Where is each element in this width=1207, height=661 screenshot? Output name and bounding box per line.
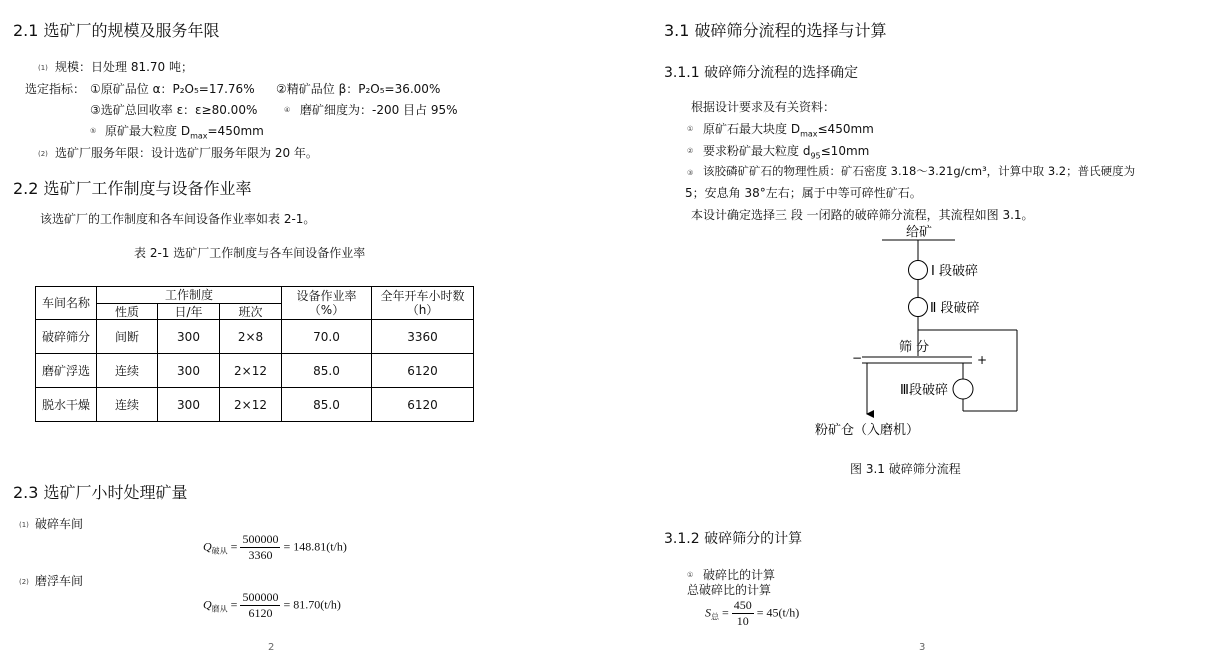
equation-grinding-capacity: $Q_{磨从}$ = $\frac{500000}{6120}$ = 81.70(t/h): [203, 590, 341, 620]
section-2-2-title: 2.2 选矿厂工作制度与设备作业率: [13, 179, 252, 198]
screen-oversize-sign: +: [977, 353, 988, 367]
table-row: [36, 354, 474, 388]
header-equipment-rate: 设备作业率（%）: [282, 287, 372, 320]
figure-caption: 图 3.1 破碎筛分流程: [850, 462, 961, 476]
indicator-max-size-marker: ⑤: [90, 127, 97, 135]
table-row: [36, 388, 474, 422]
section-3-1-1-title: 3.1.1 破碎筛分流程的选择确定: [664, 65, 859, 81]
header-annual-hours: 全年开车小时数（h）: [372, 287, 474, 320]
section-3-1-title: 3.1 破碎筛分流程的选择与计算: [664, 21, 887, 40]
cell-rate: 85.0: [282, 354, 372, 388]
cell-workshop: 磨矿浮选: [36, 354, 97, 388]
page-left: [0, 0, 600, 661]
req-ore-properties: 该胶磷矿矿石的物理性质：矿石密度 3.18～3.21g/cm³，计算中取 3.2；普氏硬度为: [703, 164, 1136, 178]
section-2-2-paragraph: 该选矿厂的工作制度和各车间设备作业率如表 2-1。: [40, 212, 316, 226]
req-max-fine: 要求粉矿最大粒度 $d_{95}\le 10mm$: [703, 144, 870, 161]
scale-text: 规模：日处理 81.70 吨；: [55, 60, 193, 74]
screen-undersize-sign: −: [852, 351, 863, 365]
intro-paragraph: 根据设计要求及有关资料：: [691, 100, 836, 114]
cell-nature: 连续: [97, 354, 158, 388]
page-number-right: 3: [919, 642, 926, 653]
header-shift: 班次: [220, 304, 282, 320]
req-1-marker: ①: [687, 125, 694, 133]
req-2-marker: ②: [687, 147, 694, 155]
cell-hours: 3360: [372, 320, 474, 354]
section-2-1-title: 2.1 选矿厂的规模及服务年限: [13, 21, 220, 40]
section-2-3-title: 2.3 选矿厂小时处理矿量: [13, 483, 188, 502]
page-number-left: 2: [268, 642, 275, 653]
work-schedule-table: [35, 286, 474, 422]
total-crushing-ratio-heading: 总破碎比的计算: [687, 583, 772, 597]
flow-feed-label: 给矿: [905, 225, 933, 240]
req-max-lump: 原矿石最大块度 $D_{max}\le 450mm$: [703, 122, 874, 139]
cell-nature: 间断: [97, 320, 158, 354]
product-bin-label: 粉矿仓（入磨机）: [815, 423, 920, 438]
stage-2-crusher-icon: [909, 298, 928, 317]
stage-1-label: Ⅰ 段破碎: [931, 264, 978, 279]
indicator-fineness: 磨矿细度为：-200 目占 95%: [300, 103, 458, 117]
req-3-marker: ③: [687, 169, 694, 177]
cell-workshop: 破碎筛分: [36, 320, 97, 354]
page-right: [607, 0, 1207, 661]
workshop-1-marker: (1): [19, 521, 29, 529]
cell-shift: 2×8: [220, 320, 282, 354]
req-ore-properties-cont: 5；安息角 38°左右；属于中等可碎性矿石。: [685, 186, 922, 200]
crushing-workshop-label: 破碎车间: [35, 517, 84, 531]
workshop-2-marker: (2): [19, 578, 29, 586]
header-workshop: 车间名称: [36, 287, 97, 320]
indicator-concentrate-grade: ②精矿品位 β：P₂O₅=36.00%: [276, 82, 441, 96]
cell-days: 300: [158, 388, 220, 422]
cell-shift: 2×12: [220, 354, 282, 388]
header-work-system: 工作制度: [97, 287, 282, 304]
item-1-marker: (1): [38, 64, 48, 72]
indicators-label: 选定指标：: [25, 82, 86, 96]
cell-nature: 连续: [97, 388, 158, 422]
screen-label: 筛 分: [899, 340, 930, 355]
indicator-max-size: 原矿最大粒度 $D_{max}=450mm$: [105, 124, 264, 141]
cell-days: 300: [158, 354, 220, 388]
indicator-fineness-marker: ④: [284, 106, 291, 114]
cell-rate: 70.0: [282, 320, 372, 354]
cell-hours: 6120: [372, 354, 474, 388]
indicator-recovery: ③选矿总回收率 ε：ε≥80.00%: [90, 103, 258, 117]
table-caption: 表 2-1 选矿厂工作制度与各车间设备作业率: [134, 246, 366, 260]
indicator-raw-grade: ①原矿品位 α：P₂O₅=17.76%: [90, 82, 255, 96]
stage-1-crusher-icon: [909, 261, 928, 280]
stage-3-crusher-icon: [953, 379, 973, 399]
service-life-text: 选矿厂服务年限：设计选矿厂服务年限为 20 年。: [55, 146, 318, 160]
header-days: 日/年: [158, 304, 220, 320]
item-2-marker: (2): [38, 150, 48, 158]
section-3-1-2-title: 3.1.2 破碎筛分的计算: [664, 531, 803, 547]
stage-3-label: Ⅲ段破碎: [900, 383, 948, 398]
grinding-workshop-label: 磨浮车间: [35, 574, 84, 588]
cell-workshop: 脱水干燥: [36, 388, 97, 422]
conclusion-paragraph: 本设计确定选择三 段 一闭路的破碎筛分流程，其流程如图 3.1。: [691, 208, 1034, 222]
stage-2-label: Ⅱ 段破碎: [930, 301, 980, 316]
cell-rate: 85.0: [282, 388, 372, 422]
cell-shift: 2×12: [220, 388, 282, 422]
calc-marker: ①: [687, 571, 694, 579]
crushing-screening-flowsheet: [807, 218, 1027, 446]
cell-hours: 6120: [372, 388, 474, 422]
table-row: [36, 320, 474, 354]
header-nature: 性质: [97, 304, 158, 320]
equation-crushing-capacity: $Q_{破从}$ = $\frac{500000}{3360}$ = 148.81(t/h): [203, 532, 347, 562]
equation-total-crushing-ratio: $S_总$ = $\frac{450}{10}$ = 45(t/h): [705, 598, 800, 628]
crushing-ratio-heading: 破碎比的计算: [703, 568, 776, 582]
cell-days: 300: [158, 320, 220, 354]
